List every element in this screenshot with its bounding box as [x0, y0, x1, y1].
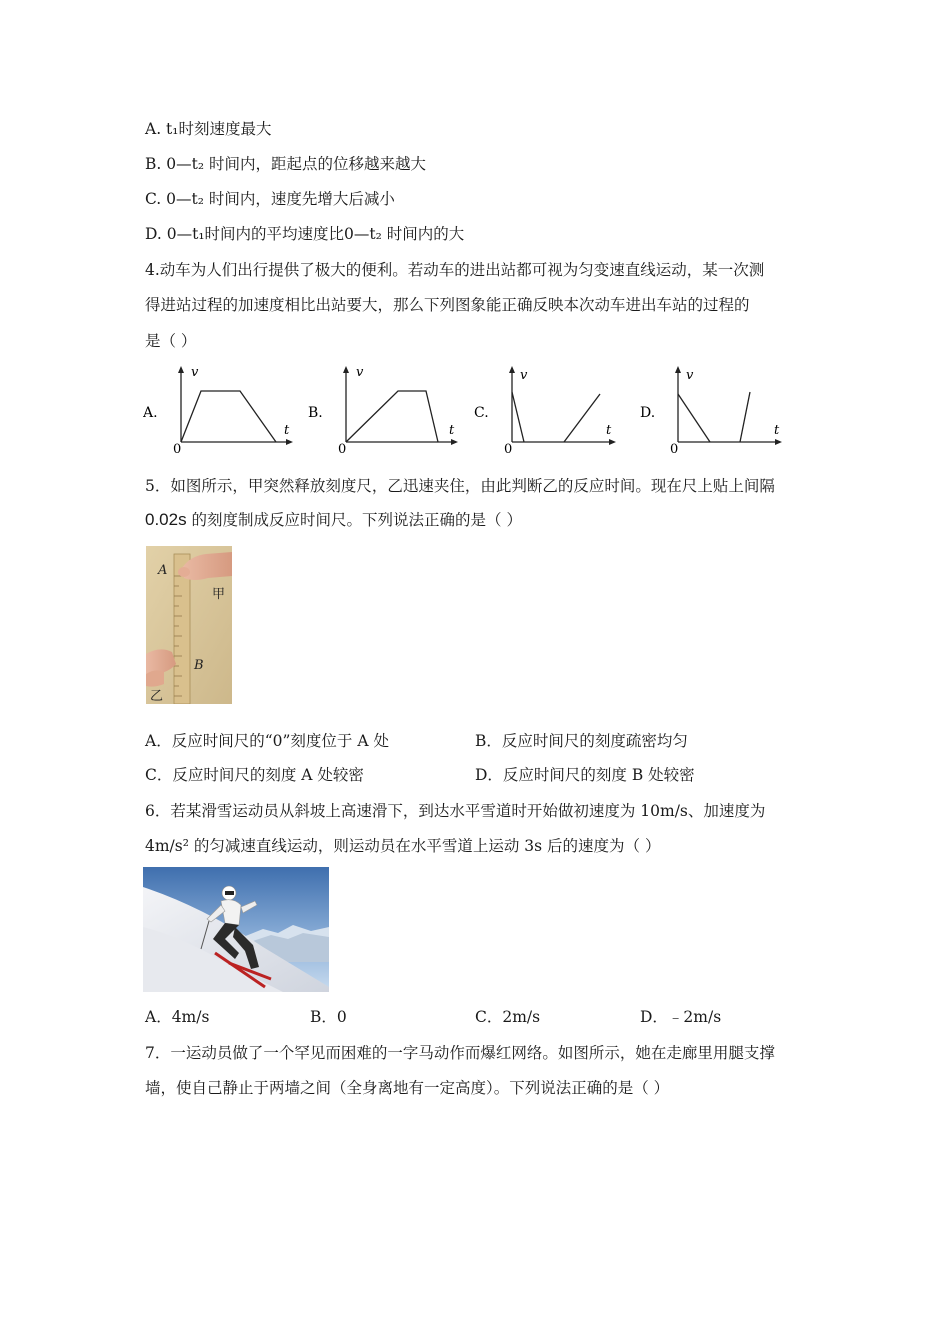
q3-option-a: A. t₁时刻速度最大	[145, 120, 272, 138]
graph-a-v-label: v	[191, 365, 199, 380]
q5-option-b: B．反应时间尺的刻度疏密均匀	[475, 732, 688, 750]
q3-option-c: C. 0—t₂ 时间内，速度先增大后减小	[145, 190, 395, 208]
q5-stem-line2	[145, 510, 522, 530]
graph-c-label: C.	[474, 405, 489, 421]
q5-stem-line2-rest: 的刻度制成反应时间尺。下列说法正确的是（ ）	[186, 511, 522, 529]
q4-graph-b	[308, 364, 458, 460]
q5-option-a: A．反应时间尺的“0”刻度位于 A 处	[145, 732, 389, 750]
q6-option-a: A．4m/s	[145, 1008, 210, 1026]
q4-graph-c	[474, 364, 624, 460]
q6-option-d: D．﹣2m/s	[640, 1008, 722, 1026]
graph-a-label: A.	[143, 405, 158, 421]
q7-stem-line1: 7．一运动员做了一个罕见而困难的一字马动作而爆红网络。如图所示，她在走廊里用腿支撑	[145, 1044, 775, 1062]
graph-d-v-label: v	[686, 368, 694, 383]
q5-option-c: C．反应时间尺的刻度 A 处较密	[145, 766, 364, 784]
q6-option-c: C．2m/s	[475, 1008, 541, 1026]
graph-a-t-label: t	[284, 423, 290, 438]
graph-b-t-label: t	[449, 423, 455, 438]
graph-c-v-label: v	[520, 368, 528, 383]
q7-stem-line2: 墙，使自己静止于两墙之间（全身离地有一定高度）。下列说法正确的是（ ）	[145, 1079, 670, 1097]
q4-stem-line1: 4.动车为人们出行提供了极大的便利。若动车的进出站都可视为匀变速直线运动，某一次测	[145, 261, 765, 279]
q6-option-b: B．0	[310, 1008, 347, 1026]
q6-stem-line2: 4m/s² 的匀减速直线运动，则运动员在水平雪道上运动 3s 后的速度为（ ）	[145, 837, 661, 855]
graph-c-origin: 0	[504, 442, 513, 456]
ruler-label-b: B	[194, 658, 204, 673]
graph-b-v-label: v	[356, 365, 364, 380]
q4-graph-d	[640, 364, 790, 460]
graph-b-origin: 0	[338, 442, 347, 456]
graph-a-origin: 0	[173, 442, 182, 456]
q4-stem-line2: 得进站过程的加速度相比出站要大，那么下列图象能正确反映本次动车进出车站的过程的	[145, 296, 750, 314]
graph-c-t-label: t	[606, 423, 612, 438]
skier-photo	[143, 867, 329, 992]
graph-d-origin: 0	[670, 442, 679, 456]
ruler-label-yi: 乙	[150, 689, 164, 704]
q3-option-b: B. 0—t₂ 时间内，距起点的位移越来越大	[145, 155, 426, 173]
ruler-label-a: A	[158, 563, 168, 578]
q4-stem-line3: 是（ ）	[145, 332, 197, 350]
ruler-label-jia: 甲	[212, 587, 226, 602]
graph-d-label: D.	[640, 405, 656, 421]
graph-d-t-label: t	[774, 423, 780, 438]
q4-graph-a	[143, 364, 293, 460]
q5-stem-line1: 5．如图所示，甲突然释放刻度尺，乙迅速夹住，由此判断乙的反应时间。现在尺上贴上间隔	[145, 477, 775, 495]
q5-interval-value: 0.02s	[145, 510, 187, 529]
q5-option-d: D．反应时间尺的刻度 B 处较密	[475, 766, 695, 784]
graph-b-label: B.	[308, 405, 323, 421]
q3-option-d: D. 0—t₁时间内的平均速度比0—t₂ 时间内的大	[145, 225, 465, 243]
q6-stem-line1: 6．若某滑雪运动员从斜坡上高速滑下，到达水平雪道时开始做初速度为 10m/s、加速度为	[145, 802, 766, 820]
ruler-photo	[146, 546, 232, 704]
